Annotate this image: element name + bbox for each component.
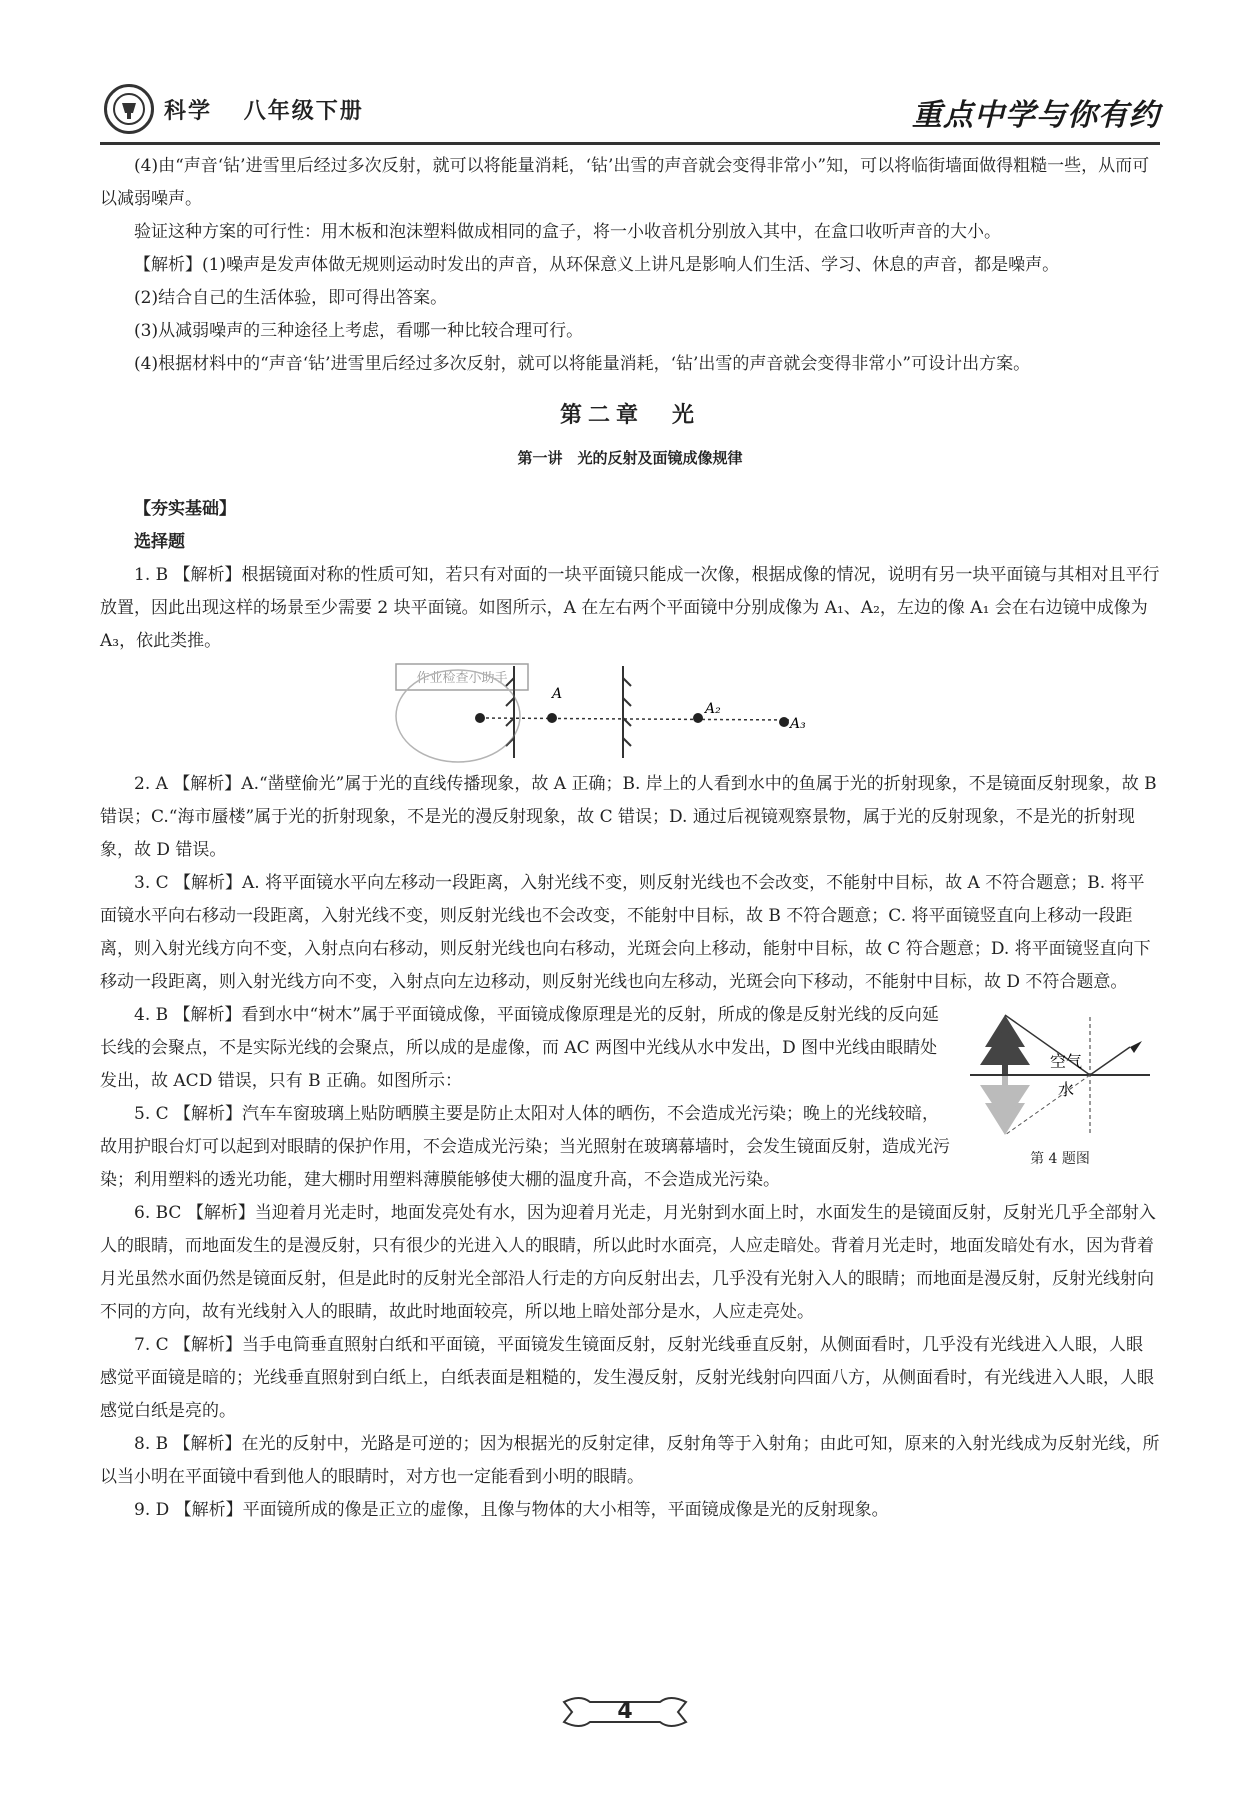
answer-item-3: 3. C 【解析】A. 将平面镜水平向左移动一段距离，入射光线不变，则反射光线也不会改变，不能射中目标，故 A 不符合题意；B. 将平面镜水平向右移动一段距离，入射光线不变，则反射光线也不会改变，不能射中目标，故 B 不符合题意；C. 将平面镜竖直向上移动一段距离，则入射光线方向不变，入射点向右移动，则反射光线也向右移动，光斑会向上移动，能射中目标，故 C 符合题意；D. 将平面镜竖直向下移动一段距离，则入射光线方向不变，入射点向左边移动，则反射光线也向左移动，光斑会向下移动，不能射中目标，故 D 不符合题意。 — [100, 873, 1151, 992]
figure-4 — [960, 1007, 1160, 1169]
answer-item-6: 6. BC 【解析】当迎着月光走时，地面发亮处有水，因为迎着月光走，月光射到水面上时，水面发生的是镜面反射，反射光几乎全部射入人的眼睛，而地面发生的是漫反射，只有很少的光进入人的眼睛，所以此时水面亮，人应走暗处。背着月光走时，地面发暗处有水，因为背着月光虽然水面仍然是镜面反射，但是此时的反射光全部沿人行走的方向反射出去，几乎没有光射入人的眼睛；而地面是漫反射，反射光线射向不同的方向，故有光线射入人的眼睛，故此时地面较亮，所以地上暗处部分是水，人应走亮处。 — [100, 1203, 1156, 1322]
paragraph: (4)根据材料中的“声音‘钻’进雪里后经过多次反射，就可以将能量消耗，‘钻’出雪的声音就会变得非常小”可设计出方案。 — [134, 354, 1031, 374]
paragraph: (2)结合自己的生活体验，即可得出答案。 — [134, 288, 448, 308]
figure-mirror-images — [100, 658, 1160, 768]
image-a2-point — [693, 713, 703, 723]
school-logo-icon — [104, 84, 154, 134]
main-content — [100, 150, 1160, 1527]
label-a2: A₂ — [705, 701, 721, 717]
paragraph: 验证这种方案的可行性：用木板和泡沫塑料做成相同的盒子，将一小收音机分别放入其中，在盒口收听声音的大小。 — [134, 222, 1001, 242]
tree-reflection-diagram — [970, 1007, 1150, 1137]
lecture-title: 第一讲 光的反射及面镜成像规律 — [517, 449, 743, 467]
reflected-ray — [1090, 1047, 1130, 1075]
image-a3-point — [779, 717, 789, 727]
object-a-point — [547, 713, 557, 723]
answer-item-4-block — [100, 999, 1160, 1197]
stamp-text: 作业检查小助手 — [416, 671, 508, 686]
answer-item-9: 9. D 【解析】平面镜所成的像是正立的虚像，且像与物体的大小相等，平面镜成像是光的反射现象。 — [134, 1500, 889, 1520]
label-a3: A₃ — [790, 716, 806, 732]
header-grade: 八年级下册 — [243, 99, 364, 124]
watermark-stamp — [396, 664, 528, 762]
page-number: 4 — [617, 1699, 633, 1724]
answer-item-1: 1. B 【解析】根据镜面对称的性质可知，若只有对面的一块平面镜只能成一次像，根据成像的情况，说明有另一块平面镜与其相对且平行放置，因此出现这样的场景至少需要 2 块平面镜。如图所示，A 在左右两个平面镜中分别成像为 A₁、A₂，左边的像 A₁ 会在右边镜中成像为 A₃，依此类推。 — [100, 565, 1160, 651]
page-footer — [560, 1692, 690, 1732]
tree-icon — [980, 1015, 1030, 1075]
answer-item-7: 7. C 【解析】当手电筒垂直照射白纸和平面镜，平面镜发生镜面反射，反射光线垂直反射，从侧面看时，几乎没有光线进入人眼，人眼感觉平面镜是暗的；光线垂直照射到白纸上，白纸表面是粗糙的，发生漫反射，反射光线射向四面八方，从侧面看时，有光线进入人眼，人眼感觉白纸是亮的。 — [100, 1335, 1154, 1421]
label-water: 水 — [1058, 1080, 1075, 1099]
eye-icon — [1130, 1041, 1142, 1053]
paragraph: (3)从减弱噪声的三种途径上考虑，看哪一种比较合理可行。 — [134, 321, 584, 341]
header-divider — [100, 142, 1160, 145]
tree-reflection-icon — [980, 1075, 1030, 1135]
mirror-diagram — [100, 658, 1160, 768]
figure-4-caption: 第 4 题图 — [1030, 1151, 1090, 1167]
right-mirror — [623, 666, 631, 758]
label-air: 空气 — [1050, 1052, 1083, 1071]
question-type: 选择题 — [134, 532, 185, 552]
header-brand: 重点中学与你有约 — [912, 98, 1160, 133]
chapter-title: 第二章 光 — [559, 403, 700, 428]
header-subject: 科学 — [164, 99, 213, 124]
label-a: A — [552, 686, 563, 702]
section-tag: 【夯实基础】 — [134, 499, 236, 519]
answer-item-4: 4. B 【解析】看到水中“树木”属于平面镜成像，平面镜成像原理是光的反射，所成的像是反射光线的反向延长线的会聚点，不是实际光线的会聚点，所以成的是虚像，而 AC 两图中光线从水中发出，D 图中光线由眼睛处发出，故 ACD 错误，只有 B 正确。如图所示： — [100, 1005, 939, 1091]
image-a1-point — [475, 713, 485, 723]
paragraph: (4)由“声音‘钻’进雪里后经过多次反射，就可以将能量消耗，‘钻’出雪的声音就会变得非常小”知，可以将临街墙面做得粗糙一些，从而可以减弱噪声。 — [100, 156, 1150, 209]
answer-item-2: 2. A 【解析】A.“凿壁偷光”属于光的直线传播现象，故 A 正确；B. 岸上的人看到水中的鱼属于光的折射现象，不是镜面反射现象，故 B 错误；C.“海市蜃楼”属于光的折射现象，不是光的漫反射现象，故 C 错误；D. 通过后视镜观察景物，属于光的反射现象，不是光的折射现象，故 D 错误。 — [100, 774, 1157, 860]
header-subject-grade — [164, 94, 386, 125]
paragraph: 【解析】(1)噪声是发声体做无规则运动时发出的声音，从环保意义上讲凡是影响人们生活、学习、休息的声音，都是噪声。 — [134, 255, 1060, 275]
answer-item-5: 5. C 【解析】汽车车窗玻璃上贴防晒膜主要是防止太阳对人体的晒伤，不会造成光污染；晚上的光线较暗，故用护眼台灯可以起到对眼睛的保护作用，不会造成光污染；当光照射在玻璃幕墙时，会发生镜面反射，造成光污染；利用塑料的透光功能，建大棚时用塑料薄膜能够使大棚的温度升高，不会造成光污染。 — [100, 1104, 950, 1190]
page-header — [100, 84, 1160, 144]
answer-item-8: 8. B 【解析】在光的反射中，光路是可逆的；因为根据光的反射定律，反射角等于入射角；由此可知，原来的入射光线成为反射光线，所以当小明在平面镜中看到他人的眼睛时，对方也一定能看到小明的眼睛。 — [100, 1434, 1160, 1487]
